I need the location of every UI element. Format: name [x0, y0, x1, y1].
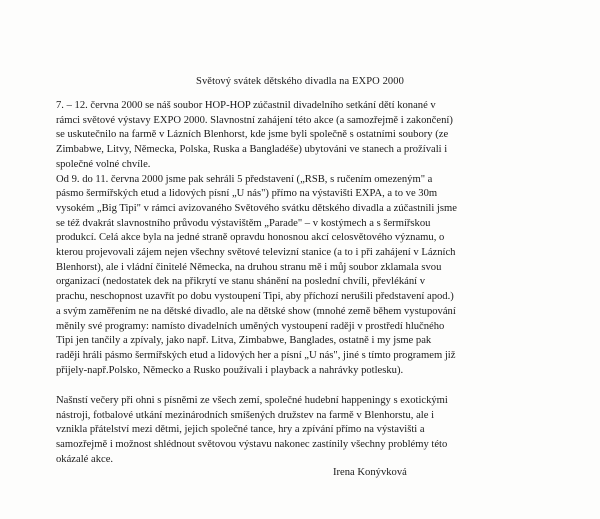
- text-line: měnily své programy: namísto divadelních uměných vystoupení raději v prostředí hlučného: [56, 320, 445, 332]
- text-line: samozřejmě i možnost shlédnout světovou výstavu nakonec zastínily všechny problémy této: [56, 439, 448, 451]
- text-line: a svým zaměřením ne na dětské divadlo, ale na dětské show (mnohé země během vystupování: [56, 305, 456, 317]
- text-line: Zimbabwe, Litvy, Německa, Polska, Ruska a Bangladéše) ubytováni ve stanech a prožívali i: [56, 144, 448, 156]
- text-line: produkcí. Celá akce byla na jedné straně opravdu honosnou akcí celosvětového významu, o: [56, 232, 445, 244]
- text-line: vysokém „Big Tipi" v rámci avizovaného Světového svátku dětského divadla a zúčastnili jsme: [56, 202, 457, 214]
- text-line: se též dvakrát slavnostního průvodu výstavištěm „Parade" – v kostýmech a s šermířskou: [56, 217, 431, 229]
- text-line: Našnstí večery při ohni s písněmi ze všech zemí, společné hudební happeningy s exotickými: [56, 395, 448, 406]
- text-line: 7. – 12. června 2000 se náš soubor HOP-HOP zúčastnil divadelního setkání dětí konané v: [56, 100, 436, 111]
- text-line: organizací (nedostatek dek na přikrytí ve stanu shánění na poslední chvíli, převlékání v: [56, 276, 426, 288]
- text-line: Blenhorst), ale i vládní činitelé Německa, na druhou stranu mě i můj soubor zklamala svou: [56, 261, 442, 273]
- text-line: nástroji, fotbalové utkání mezinárodních smíšených družstev na farmě v Blenhorstu, ale i: [56, 409, 435, 421]
- text-line: okázalé akce.: [56, 453, 114, 465]
- text-line: raději hráli pásmo šermířských etud a lidových her a písní „U nás", jiné s tímto programem již: [56, 349, 456, 361]
- text-line: rámci světové výstavy EXPO 2000. Slavnostní zahájení této akce (a samozřejmě i zakončení): [56, 114, 453, 126]
- text-line: se uskutečnilo na farmě v Lázních Blenhorst, kde jsme byli společně s ostatními soubory (ze: [56, 129, 449, 141]
- paragraph-event-report: [56, 99, 578, 378]
- author-signature: Irena Konývková: [333, 467, 407, 478]
- text-line: přijely-např.Polsko, Německo a Rusko používali i playback a nahrávky potlesku).: [56, 364, 404, 376]
- text-line: prachu, neschopnost uzavřít po dobu vystoupení Tipi, aby příchozí nerušili představení apod.): [56, 291, 454, 303]
- text-line: Tipi jen tančily a zpívaly, jako např. Litva, Zimbabwe, Banglades, ostatně i my jsme pak: [56, 335, 432, 347]
- text-line: společné volné chvíle.: [56, 158, 151, 170]
- text-line: pásmo šermířských etud a lidových písní „U nás") přímo na výstavišti EXPA, a to ve 30m: [56, 188, 438, 200]
- document-title: Světový svátek dětského divadla na EXPO 2000: [196, 76, 404, 87]
- text-line: Od 9. do 11. června 2000 jsme pak sehráli 5 představení („RSB, s ručením omezeným" a: [56, 173, 433, 185]
- text-line: kterou projevovali zájem nejen všechny světové televizní stanice (a to i při zahájení v Lázních: [56, 247, 456, 259]
- text-line: vznikla přátelství mezi dětmi, jejich společné tance, hry a zpívání přímo na výstavišti a: [56, 424, 425, 436]
- paragraph-conclusion: [56, 394, 578, 468]
